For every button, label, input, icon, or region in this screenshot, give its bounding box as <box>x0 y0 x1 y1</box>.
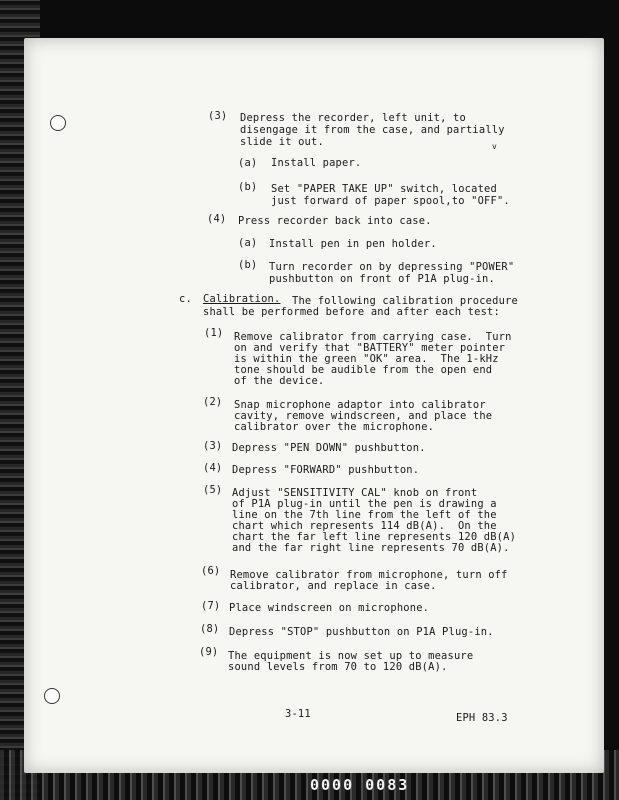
step-text-line: and the far right line represents 70 dB(A). <box>232 542 510 554</box>
section-heading: Calibration. <box>203 293 281 305</box>
step-text-line: chart the far left line represents 120 dB(A) <box>232 531 517 543</box>
step-number: (4) <box>207 213 227 225</box>
step-text-line: disengage it from the case, and partially <box>240 124 505 136</box>
step-text-line: Install pen in pen holder. <box>269 238 437 250</box>
scan-bates-number: 0000 0083 <box>310 776 410 794</box>
corner-mark: v <box>492 142 498 151</box>
document-reference: EPH 83.3 <box>456 712 508 724</box>
step-number: (7) <box>201 600 221 612</box>
step-text-line: line on the 7th line from the left of the <box>232 509 497 521</box>
page-number: 3-11 <box>285 708 311 720</box>
step-text-line: Press recorder back into case. <box>238 215 432 227</box>
section-intro-line: shall be performed before and after each test: <box>203 306 500 318</box>
step-text-line: Depress "STOP" pushbutton on P1A Plug-in. <box>229 626 494 638</box>
step-number: (3) <box>203 440 223 452</box>
step-text-line: just forward of paper spool,to "OFF". <box>271 195 510 207</box>
step-number: (3) <box>208 110 228 122</box>
step-text-line: Depress "PEN DOWN" pushbutton. <box>232 442 426 454</box>
step-number: (2) <box>203 396 223 408</box>
step-number: (a) <box>238 157 258 169</box>
step-text-line: sound levels from 70 to 120 dB(A). <box>228 661 448 673</box>
step-text-line: Install paper. <box>271 157 362 169</box>
step-number: (1) <box>204 327 224 339</box>
step-text-line: calibrator, and replace in case. <box>230 580 437 592</box>
step-text-line: of P1A plug-in until the pen is drawing a <box>232 498 497 510</box>
step-text-line: chart which represents 114 dB(A). On the <box>232 520 497 532</box>
punch-hole-top <box>50 115 66 131</box>
step-number: (5) <box>203 484 223 496</box>
step-text-line: Depress "FORWARD" pushbutton. <box>232 464 420 476</box>
punch-hole-bottom <box>44 688 60 704</box>
step-text-line: is within the green "OK" area. The 1-kHz <box>234 353 499 365</box>
step-text-line: Set "PAPER TAKE UP" switch, located <box>271 183 497 195</box>
step-text-line: tone should be audible from the open end <box>234 364 493 376</box>
step-text-line: Adjust "SENSITIVITY CAL" knob on front <box>232 487 478 499</box>
step-number: (6) <box>201 565 221 577</box>
section-intro-line: The following calibration procedure <box>292 295 518 307</box>
step-text-line: slide it out. <box>240 136 324 148</box>
step-number: (b) <box>238 259 258 271</box>
step-number: (b) <box>238 181 258 193</box>
step-text-line: Snap microphone adaptor into calibrator <box>234 399 486 411</box>
step-text-line: Turn recorder on by depressing "POWER" <box>269 261 515 273</box>
step-text-line: Place windscreen on microphone. <box>229 602 430 614</box>
step-number: (9) <box>199 646 219 658</box>
step-text-line: Remove calibrator from microphone, turn off <box>230 569 508 581</box>
step-text-line: pushbutton on front of P1A plug-in. <box>269 273 495 285</box>
step-text-line: Depress the recorder, left unit, to <box>240 112 466 124</box>
section-letter: c. <box>179 293 192 305</box>
step-text-line: of the device. <box>234 375 325 387</box>
step-text-line: cavity, remove windscreen, and place the <box>234 410 493 422</box>
step-text-line: calibrator over the microphone. <box>234 421 435 433</box>
step-text-line: The equipment is now set up to measure <box>228 650 474 662</box>
step-text-line: Remove calibrator from carrying case. Turn <box>234 331 512 343</box>
step-number: (a) <box>238 237 258 249</box>
step-number: (8) <box>200 623 220 635</box>
step-number: (4) <box>203 462 223 474</box>
step-text-line: on and verify that "BATTERY" meter pointer <box>234 342 506 354</box>
